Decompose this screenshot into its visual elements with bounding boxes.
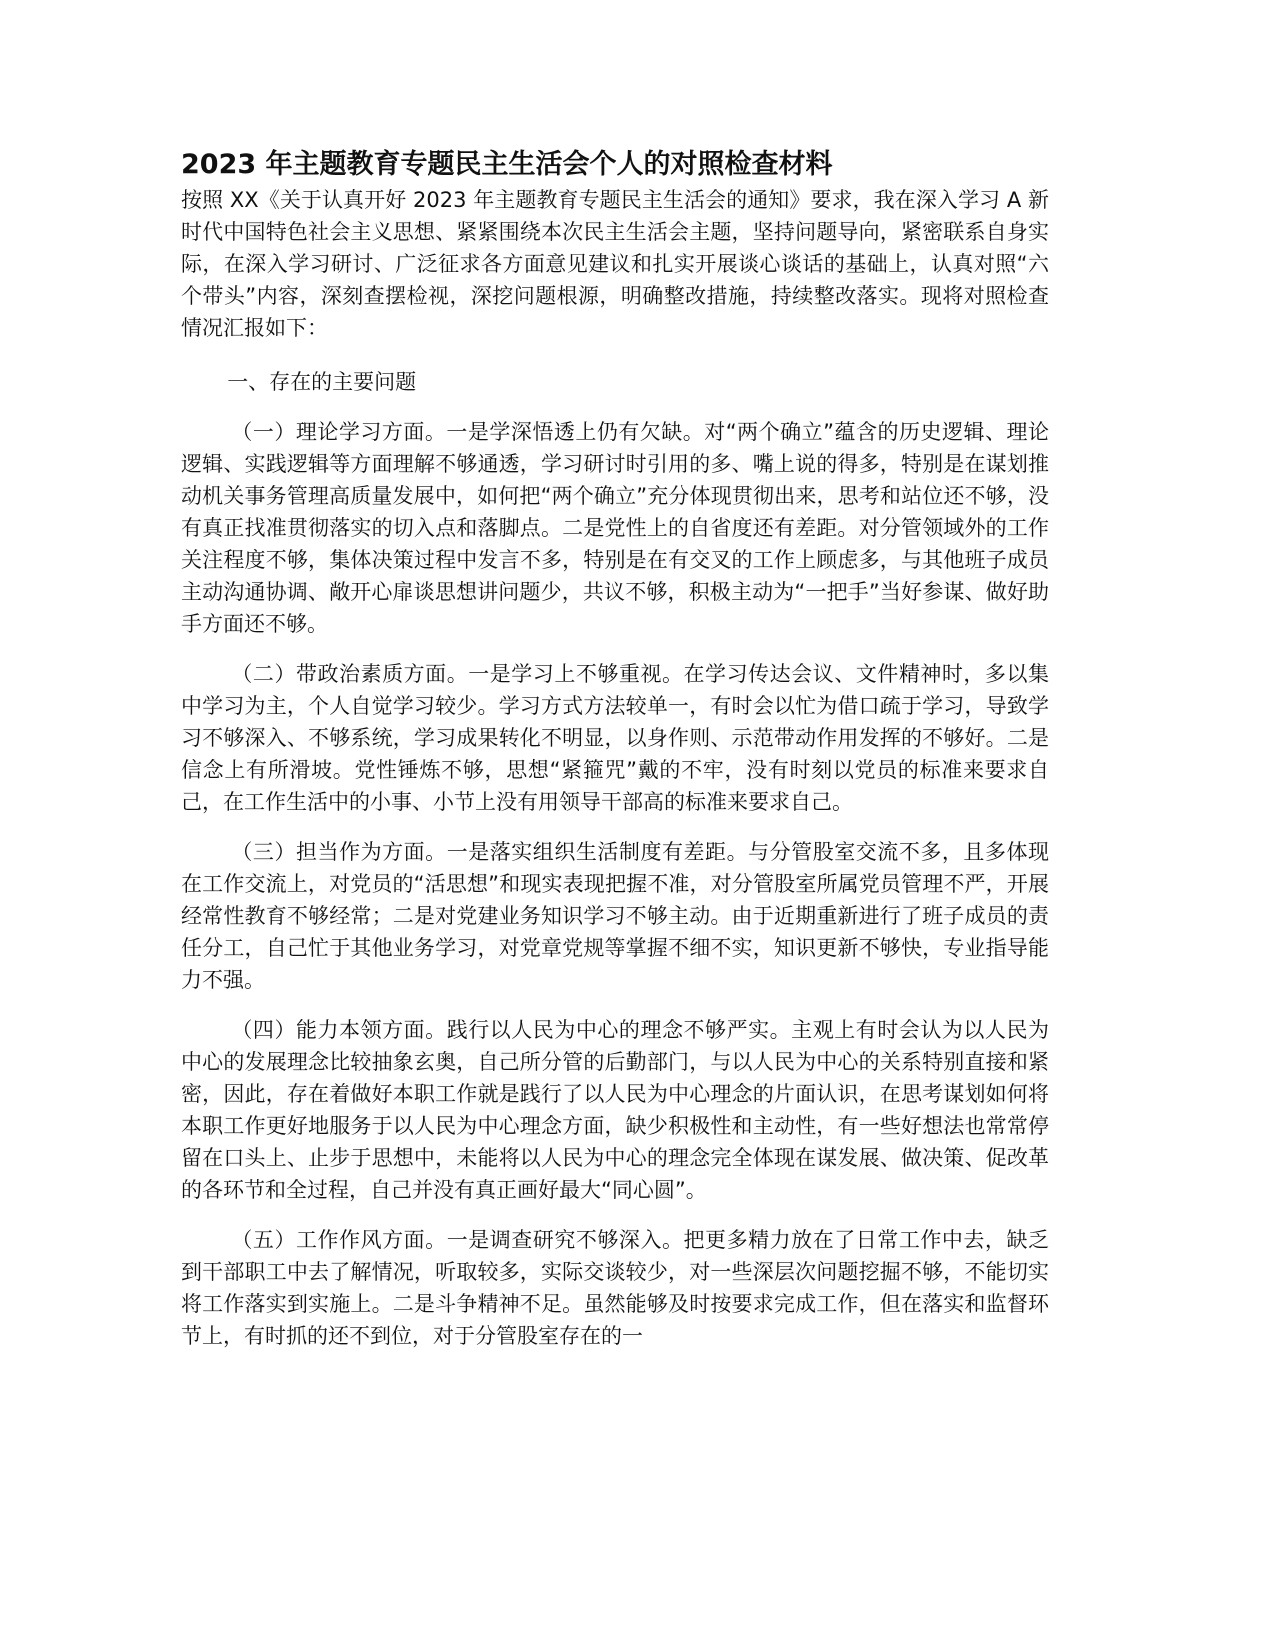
paragraph-work-style: （五）工作作风方面。一是调查研究不够深入。把更多精力放在了日常工作中去，缺乏到干部职工中去了解情况，听取较多，实际交谈较少，对一些深层次问题挖掘不够，不能切实将工作落实到实施上。二是斗争精神不足。虽然能够及时按要求完成工作，但在落实和监督环节上，有时抓的还不到位，对于分管股室存在的一 [181,1228,1049,1348]
paragraph-political-quality: （二）带政治素质方面。一是学习上不够重视。在学习传达会议、文件精神时，多以集中学习为主，个人自觉学习较少。学习方式方法较单一，有时会以忙为借口疏于学习，导致学习不够深入、不够系统，学习成果转化不明显，以身作则、示范带动作用发挥的不够好。二是信念上有所滑坡。党性锤炼不够，思想“紧箍咒”戴的不牢，没有时刻以党员的标准来要求自己，在工作生活中的小事、小节上没有用领导干部高的标准来要求自己。 [181,662,1049,814]
document-title: 2023 年主题教育专题民主生活会个人的对照检查材料 [181,149,833,180]
paragraph-capability: （四）能力本领方面。践行以人民为中心的理念不够严实。主观上有时会认为以人民为中心的发展理念比较抽象玄奥，自己所分管的后勤部门，与以人民为中心的关系特别直接和紧密，因此，存在着做好本职工作就是践行了以人民为中心理念的片面认识，在思考谋划如何将本职工作更好地服务于以人民为中心理念方面，缺少积极性和主动性，有一些好想法也常常停留在口头上、止步于思想中，未能将以人民为中心的理念完全体现在谋发展、做决策、促改革的各环节和全过程，自己并没有真正画好最大“同心圆”。 [181,1018,1049,1202]
intro-paragraph: 按照 XX《关于认真开好 2023 年主题教育专题民主生活会的通知》要求，我在深入学习 A 新时代中国特色社会主义思想、紧紧围绕本次民主生活会主题，坚持问题导向，紧密联系自身实际，在深入学习研讨、广泛征求各方面意见建议和扎实开展谈心谈话的基础上，认真对照“六个带头”内容，深刻查摆检视，深挖问题根源，明确整改措施，持续整改落实。现将对照检查情况汇报如下： [181,188,1049,340]
document-body [181,146,1049,1352]
section-heading: 一、存在的主要问题 [227,370,417,394]
paragraph-theory-study: （一）理论学习方面。一是学深悟透上仍有欠缺。对“两个确立”蕴含的历史逻辑、理论逻辑、实践逻辑等方面理解不够通透，学习研讨时引用的多、嘴上说的得多，特别是在谋划推动机关事务管理高质量发展中，如何把“两个确立”充分体现贯彻出来，思考和站位还不够，没有真正找准贯彻落实的切入点和落脚点。二是党性上的自省度还有差距。对分管领域外的工作关注程度不够，集体决策过程中发言不多，特别是在有交叉的工作上顾虑多，与其他班子成员主动沟通协调、敞开心扉谈思想讲问题少，共议不够，积极主动为“一把手”当好参谋、做好助手方面还不够。 [181,420,1049,636]
paragraph-responsibility: （三）担当作为方面。一是落实组织生活制度有差距。与分管股室交流不多，且多体现在工作交流上，对党员的“活思想”和现实表现把握不准，对分管股室所属党员管理不严，开展经常性教育不够经常；二是对党建业务知识学习不够主动。由于近期重新进行了班子成员的责任分工，自己忙于其他业务学习，对党章党规等掌握不细不实，知识更新不够快，专业指导能力不强。 [181,840,1049,992]
